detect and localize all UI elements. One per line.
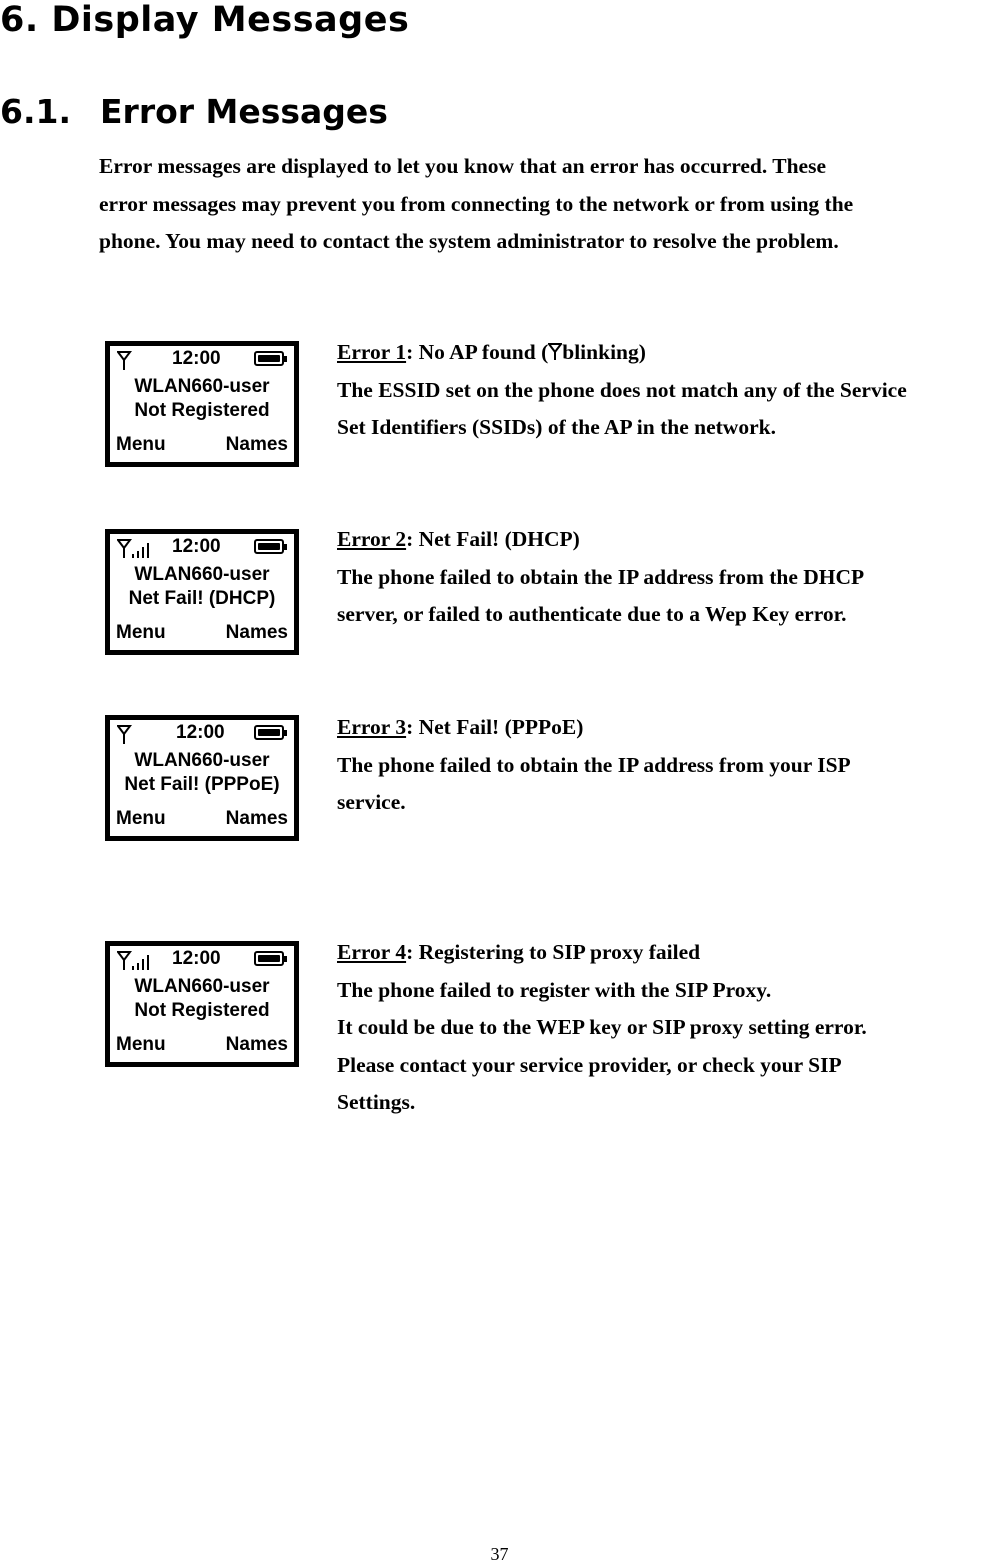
clock: 12:00 [172, 948, 221, 969]
error-title-text: : No AP found ( [406, 340, 549, 364]
user-name: WLAN660-user [134, 376, 270, 397]
error-1-description [337, 334, 999, 447]
error-text-line: server, or failed to authenticate due to a Wep Key error. [337, 602, 847, 626]
menu-softkey[interactable]: Menu [116, 1034, 166, 1055]
antenna-bars-icon [117, 539, 153, 559]
error-title [337, 709, 999, 747]
clock: 12:00 [172, 348, 221, 369]
error-label: Error 2 [337, 527, 407, 551]
names-softkey[interactable]: Names [225, 434, 288, 455]
error-text-line: Please contact your service provider, or check your SIP [337, 1052, 842, 1077]
user-name: WLAN660-user [134, 564, 270, 585]
error-label: Error 3 [337, 715, 407, 739]
clock: 12:00 [172, 536, 221, 557]
error-title-text: : Net Fail! (PPPoE) [406, 715, 584, 739]
error-2-description [337, 521, 999, 634]
phone-screen-error-1 [105, 341, 299, 467]
battery-icon [254, 951, 284, 966]
error-3-description [337, 709, 999, 822]
error-title-text: : Net Fail! (DHCP) [406, 527, 580, 551]
menu-softkey[interactable]: Menu [116, 622, 166, 643]
names-softkey[interactable]: Names [225, 1034, 288, 1055]
error-label: Error 1 [337, 340, 407, 364]
status-message: Net Fail! (PPPoE) [124, 774, 280, 795]
error-title [337, 334, 999, 372]
status-message: Not Registered [134, 400, 270, 421]
user-name: WLAN660-user [134, 976, 270, 997]
phone-screen-error-2 [105, 529, 299, 655]
battery-icon [254, 539, 284, 554]
page-number: 37 [490, 1544, 509, 1564]
error-text-line: service. [337, 790, 406, 814]
subsection-title: Error Messages [100, 92, 388, 131]
antenna-icon [548, 343, 562, 361]
error-text-line: Settings. [337, 1090, 416, 1114]
status-message: Not Registered [134, 1000, 270, 1021]
phone-screen-error-4 [105, 941, 299, 1067]
intro-line: phone. You may need to contact the system administrator to resolve the problem. [99, 229, 839, 253]
status-message: Net Fail! (DHCP) [128, 588, 276, 609]
error-title [337, 521, 999, 559]
error-text-line: The ESSID set on the phone does not match any of the Service [337, 377, 907, 402]
error-4-description [337, 934, 999, 1122]
error-text-line: The phone failed to obtain the IP address from your ISP [337, 752, 851, 777]
intro-line: Error messages are displayed to let you know that an error has occurred. These [99, 154, 827, 178]
clock: 12:00 [176, 722, 225, 743]
error-title-text: blinking) [562, 340, 646, 364]
antenna-icon [117, 351, 135, 371]
error-title [337, 934, 999, 972]
error-title-text: : Registering to SIP proxy failed [406, 940, 701, 964]
names-softkey[interactable]: Names [225, 808, 288, 829]
intro-line: error messages may prevent you from connecting to the network or from using the [99, 191, 854, 216]
error-text-line: It could be due to the WEP key or SIP proxy setting error. [337, 1015, 867, 1039]
antenna-icon [117, 725, 135, 745]
intro-paragraph [99, 148, 994, 261]
error-label: Error 4 [337, 940, 407, 964]
menu-softkey[interactable]: Menu [116, 434, 166, 455]
user-name: WLAN660-user [134, 750, 270, 771]
section-heading: 6. Display Messages [0, 0, 410, 40]
error-text-line: The phone failed to register with the SIP Proxy. [337, 977, 772, 1002]
subsection-number: 6.1. [0, 92, 71, 131]
subsection-heading [0, 92, 388, 131]
names-softkey[interactable]: Names [225, 622, 288, 643]
error-text-line: Set Identifiers (SSIDs) of the AP in the network. [337, 415, 776, 439]
phone-screen-error-3 [105, 715, 299, 841]
battery-icon [254, 725, 284, 740]
menu-softkey[interactable]: Menu [116, 808, 166, 829]
antenna-bars-icon [117, 951, 153, 971]
battery-icon [254, 351, 284, 366]
error-text-line: The phone failed to obtain the IP address from the DHCP [337, 564, 865, 589]
